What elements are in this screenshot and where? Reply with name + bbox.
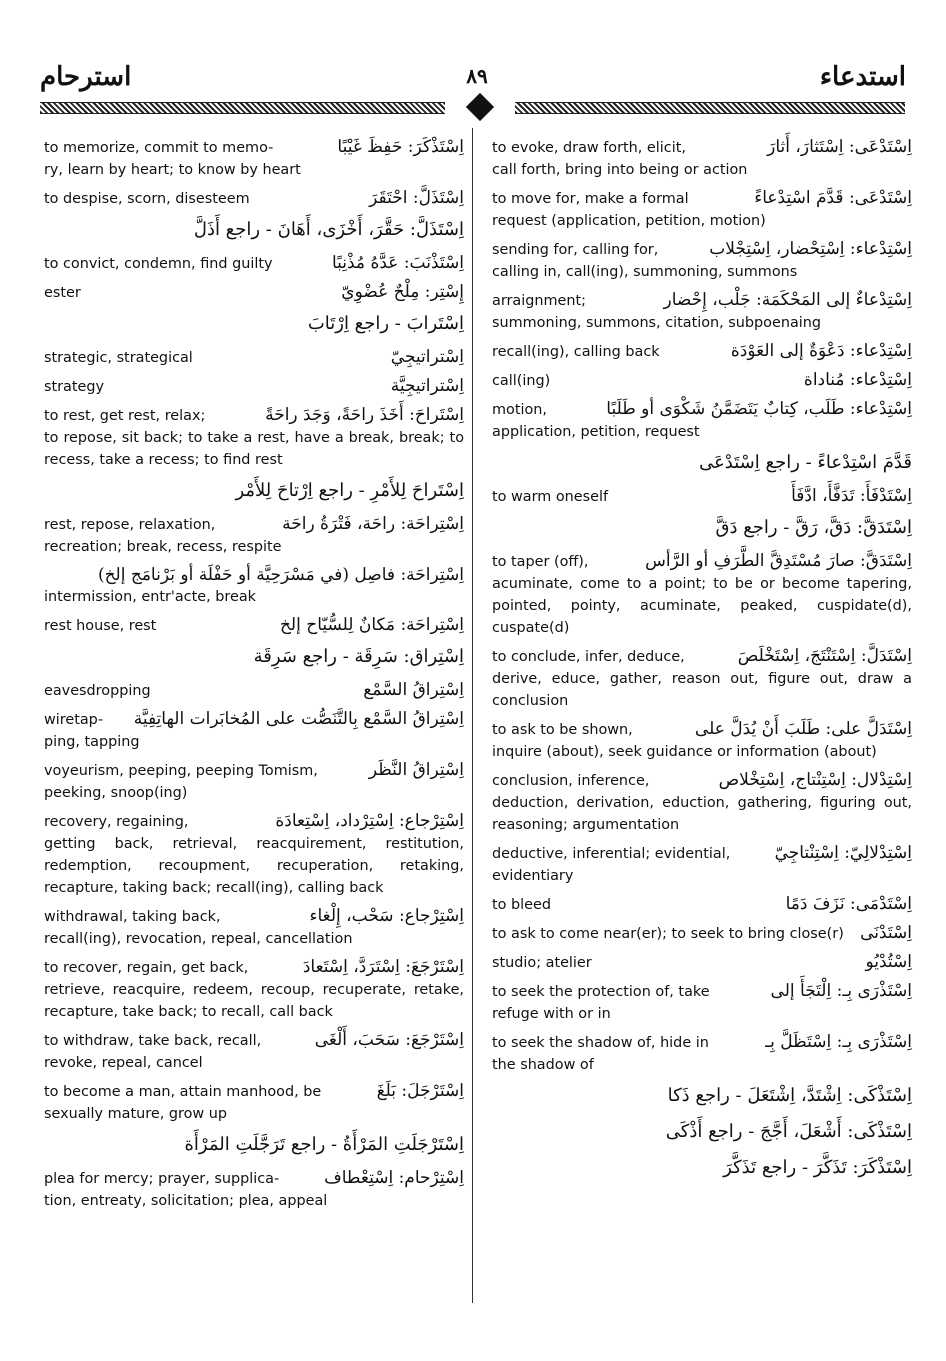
arabic-headword: اِسْتَرْجَلَ: بَلَغَ — [376, 1081, 464, 1101]
english-definition: studio; atelier — [492, 955, 592, 971]
arabic-headword: اِسْتَرْجَعَ: سَحَبَ، أَلْغَى — [314, 1030, 464, 1050]
arabic-cross-reference: اِسْتَراحَ لِلأَمْرِ - راجع اِرْتاحَ لِلأَمْر — [235, 480, 464, 501]
arabic-headword: اِسْتَرْجَعَ: اِسْتَرَدَّ، اِسْتَعادَ — [302, 957, 464, 977]
dictionary-entry — [44, 708, 464, 753]
dictionary-entry — [44, 905, 464, 950]
dictionary-entry — [492, 769, 912, 836]
english-definition: to evoke, draw forth, elicit, — [492, 140, 686, 156]
arabic-headword: اِسْتَدْفَأَ: تَدَفَّأَ، ادَّفَأَ — [791, 486, 912, 506]
arabic-cross-reference: اِسْتَدَقَّ: دَقَّ، رَقَّ - راجع دَقَّ — [715, 517, 912, 538]
dictionary-entry — [492, 980, 912, 1025]
arabic-cross-reference: اِسْتَذْكَرَ: تَذَكَّرَ - راجع تَذَكَّرَ — [723, 1157, 912, 1178]
english-definition: conclusion, inference, — [492, 773, 650, 789]
dictionary-entry — [492, 238, 912, 283]
english-definition-continued: recreation; break, recess, respite — [44, 539, 282, 555]
dictionary-entry — [492, 369, 912, 392]
arabic-headword: اِسْتِدْعاء: دَعْوَةٌ إلى العَوْدَة — [730, 341, 912, 361]
dictionary-entry — [492, 893, 912, 916]
running-head-right: استدعاء — [819, 62, 906, 92]
english-definition-continued: calling in, call(ing), summoning, summons — [492, 264, 798, 280]
dictionary-entry — [44, 375, 464, 398]
dictionary-entry — [44, 564, 464, 608]
dictionary-entry — [492, 289, 912, 334]
english-definition: arraignment; — [492, 293, 586, 309]
english-definition: strategy — [44, 379, 105, 395]
english-definition: motion, — [492, 402, 547, 418]
arabic-cross-reference: اِسْتَذَلَّ: حَقَّرَ، أَخْزَى، أَهَانَ - راجع أَذَلَّ — [193, 219, 464, 240]
english-definition-continued: ry, learn by heart; to know by heart — [44, 162, 301, 178]
dictionary-entry — [44, 1029, 464, 1074]
dictionary-entry — [492, 340, 912, 363]
arabic-headword: اِسْتَدَلَّ على: طَلَبَ أَنْ يُدَلَّ على — [694, 719, 912, 739]
english-definition-continued: ping, tapping — [44, 734, 140, 750]
english-definition-continued: request (application, petition, motion) — [492, 213, 766, 229]
arabic-headword: اِسْتَدَلَّ: اِسْتَنْتَجَ، اِسْتَخْلَصَ — [737, 646, 912, 666]
english-definition-continued: sexually mature, grow up — [44, 1106, 227, 1122]
arabic-headword: اِسْتِدْعاء: اِسْتِحْضار، اِسْتِجْلاب — [709, 239, 912, 259]
english-definition: recovery, regaining, — [44, 814, 189, 830]
english-definition-continued: peeking, snoop(ing) — [44, 785, 188, 801]
english-definition: rest, repose, relaxation, — [44, 517, 216, 533]
english-definition: strategic, strategical — [44, 350, 193, 366]
english-definition: wiretap- — [44, 712, 104, 728]
arabic-headword: اِسْتَذَلَّ: احْتَقَرَ — [369, 188, 464, 208]
english-definition: to become a man, attain manhood, be — [44, 1084, 322, 1100]
arabic-headword: اِسْتِراقُ السَّمْع بِالتَّنَصُّت على المُخابَرات الهاتِفِيَّة — [133, 709, 464, 729]
english-definition: to ask to be shown, — [492, 722, 633, 738]
english-definition: to bleed — [492, 897, 551, 913]
dictionary-entry — [492, 718, 912, 763]
english-definition-continued: deduction, derivation, eduction, gathering, figuring out, reasoning; argumentation — [492, 795, 912, 833]
dictionary-entry — [492, 485, 912, 508]
arabic-headword: اِسْتِدْعاءٌ إلى المَحْكَمَة: جَلْب، إِحْضار — [663, 290, 912, 310]
english-definition-continued: the shadow of — [492, 1057, 594, 1073]
english-definition: to seek the protection of, take — [492, 984, 710, 1000]
arabic-headword: اِسْتِراحَة: راحَة، فَتْرَةُ راحَة — [282, 514, 464, 534]
dictionary-entry — [44, 252, 464, 275]
english-definition: to seek the shadow of, hide in — [492, 1035, 709, 1051]
right-column — [492, 136, 912, 1190]
english-definition: sending for, calling for, — [492, 242, 659, 258]
english-definition-continued: to repose, sit back; to take a rest, have a break, break; to recess, take a recess; to find rest — [44, 430, 464, 468]
arabic-headword: اِسْتَدْمَى: نَزَفَ دَمًا — [785, 894, 912, 914]
header-rule-left — [40, 102, 445, 114]
arabic-headword: اِسْتِرْجاع: اِسْتِرْداد، اِسْتِعادَة — [275, 811, 464, 831]
dictionary-entry — [492, 951, 912, 974]
dictionary-entry — [44, 404, 464, 471]
english-definition: plea for mercy; prayer, supplica- — [44, 1171, 280, 1187]
english-definition-continued: getting back, retrieval, reacquirement, restitution, redemption, recoupment, recuperation, retaking, recapture, taking back; recall(ing), calling back — [44, 836, 464, 896]
dictionary-entry — [492, 645, 912, 712]
english-definition-continued: intermission, entr'acte, break — [44, 589, 256, 605]
english-definition: to recover, regain, get back, — [44, 960, 249, 976]
english-definition-continued: derive, educe, gather, reason out, figure out, draw a conclusion — [492, 671, 912, 709]
english-definition: voyeurism, peeping, peeping Tomism, — [44, 763, 318, 779]
dictionary-entry — [492, 922, 912, 945]
english-definition: to ask to come near(er); to seek to bring close(r) — [492, 926, 844, 942]
english-definition-continued: revoke, repeal, cancel — [44, 1055, 203, 1071]
dictionary-entry — [492, 398, 912, 443]
english-definition: to warm oneself — [492, 489, 609, 505]
arabic-headword: اِسْتَذْكَرَ: حَفِظَ غَيْبًا — [337, 137, 464, 157]
english-definition-continued: acuminate, come to a point; to be or become tapering, pointed, pointy, acuminate, peaked, cuspidate(d), cuspate(d) — [492, 576, 912, 636]
english-definition: to taper (off), — [492, 554, 589, 570]
arabic-headword: اِسْتِراقُ النَّظَر — [368, 760, 464, 780]
arabic-headword: اِسْتَذْرَى بِـ: اِسْتَظَلَّ بِـ — [765, 1032, 912, 1052]
arabic-headword: اِسْتَذْرَى بِـ: اِلْتَجَأَ إلى — [770, 981, 912, 1001]
arabic-headword: اِسْتِراحَة: مَكانٌ لِلسُّيّاح إلخ — [279, 615, 464, 635]
english-definition: recall(ing), calling back — [492, 344, 660, 360]
dictionary-entry — [492, 842, 912, 887]
english-definition: deductive, inferential; evidential, — [492, 846, 731, 862]
arabic-headword: اِسْتَدْعَى: قَدَّمَ اسْتِدْعاءً — [754, 188, 912, 208]
arabic-headword: إِسْتِر: مِلْحٌ عُضْوِيّ — [341, 282, 464, 302]
dictionary-entry — [492, 187, 912, 232]
english-definition: to convict, condemn, find guilty — [44, 256, 273, 272]
arabic-headword: اِسْتِدْلالِيّ: اِسْتِنْتاجِيّ — [774, 843, 912, 863]
arabic-headword: اِسْتِرْحام: اِسْتِعْطاف — [324, 1168, 464, 1188]
dictionary-entry — [492, 1031, 912, 1076]
english-definition-continued: retrieve, reacquire, redeem, recoup, recuperate, retake, recapture, take back; to recall, call back — [44, 982, 464, 1020]
column-divider — [472, 128, 473, 1303]
arabic-headword: اِسْتَدْنَى — [860, 923, 912, 943]
arabic-headword: اِسْتِراحَة: فاصِل (في مَسْرَحِيَّة أو حَفْلَة أو بَرْنامَج إلخ) — [97, 565, 464, 585]
arabic-headword: اِسْتَدَقَّ: صارَ مُسْتَدِقَّ الطَّرَفِ أو الرَّأس — [645, 551, 912, 571]
dictionary-entry — [44, 513, 464, 558]
english-definition: withdrawal, taking back, — [44, 909, 221, 925]
english-definition-continued: evidentiary — [492, 868, 574, 884]
arabic-headword: اِسْتِراقُ السَّمْع — [363, 680, 464, 700]
dictionary-entry — [44, 346, 464, 369]
arabic-headword: اِسْتِدْعاء: طَلَب، كِتابٌ يَتَضَمَّنُ شَكْوَى أو طَلَبًا — [606, 399, 912, 419]
left-column — [44, 136, 464, 1218]
dictionary-entry — [44, 187, 464, 210]
dictionary-entry — [44, 136, 464, 181]
running-head-left: استرحام — [40, 62, 132, 92]
english-definition-continued: inquire (about), seek guidance or information (about) — [492, 744, 877, 760]
english-definition: ester — [44, 285, 81, 301]
english-definition-continued: refuge with or in — [492, 1006, 611, 1022]
arabic-headword: اِسْتَراحَ: أَخَذَ راحَةً، وَجَدَ راحَةً — [265, 405, 464, 425]
english-definition: eavesdropping — [44, 683, 151, 699]
english-definition: to despise, scorn, disesteem — [44, 191, 250, 207]
dictionary-entry — [492, 550, 912, 639]
arabic-headword: اِسْتُدْيُو — [865, 952, 912, 972]
dictionary-entry — [492, 136, 912, 181]
arabic-headword: اِسْتراتيجِيّ — [390, 347, 464, 367]
english-definition: rest house, rest — [44, 618, 157, 634]
english-definition: to rest, get rest, relax; — [44, 408, 206, 424]
dictionary-entry — [44, 1167, 464, 1212]
english-definition-continued: recall(ing), revocation, repeal, cancellation — [44, 931, 353, 947]
arabic-cross-reference: قَدَّمَ اسْتِدْعاءً - راجع اِسْتَدْعَى — [699, 452, 912, 473]
english-definition-continued: tion, entreaty, solicitation; plea, appeal — [44, 1193, 328, 1209]
english-definition: to move for, make a formal — [492, 191, 689, 207]
arabic-headword: اِسْتَذْنَبَ: عَدَّهُ مُذْنِبًا — [331, 253, 464, 273]
dictionary-entry — [44, 614, 464, 637]
dictionary-entry — [44, 1080, 464, 1125]
arabic-cross-reference: اِسْتَذْكَى: اِشْتَدَّ، اِشْتَعَلَ - راجع ذَكا — [667, 1085, 912, 1106]
english-definition: to memorize, commit to memo- — [44, 140, 274, 156]
diamond-ornament-icon — [466, 93, 494, 121]
dictionary-entry — [44, 759, 464, 804]
english-definition-continued: application, petition, request — [492, 424, 700, 440]
header-rule-right — [515, 102, 905, 114]
arabic-headword: اِسْتِرْجاع: سَحْب، إِلْغاء — [309, 906, 464, 926]
english-definition: to conclude, infer, deduce, — [492, 649, 685, 665]
dictionary-entry — [44, 810, 464, 899]
english-definition: call(ing) — [492, 373, 551, 389]
english-definition: to withdraw, take back, recall, — [44, 1033, 262, 1049]
arabic-cross-reference: اِسْتَذْكَى: أَشْعَلَ، أَجَّجَ - راجع أَذْكَى — [665, 1121, 912, 1142]
dictionary-entry — [44, 281, 464, 304]
dictionary-entry — [44, 679, 464, 702]
page-number: ٨٩ — [466, 64, 488, 88]
arabic-headword: اِسْتراتيجِيَّة — [390, 376, 464, 396]
dictionary-entry — [44, 956, 464, 1023]
arabic-headword: اِسْتِدْعاء: مُناداة — [803, 370, 912, 390]
arabic-cross-reference: اِسْتِراق: سَرِقَة - راجع سَرِقَة — [253, 646, 464, 667]
arabic-headword: اِسْتَدْعَى: اِسْتَثارَ، أَثارَ — [767, 137, 912, 157]
arabic-headword: اِسْتِدْلال: اِسْتِنْتاج، اِسْتِخْلاص — [718, 770, 912, 790]
english-definition-continued: call forth, bring into being or action — [492, 162, 748, 178]
english-definition-continued: summoning, summons, citation, subpoenaing — [492, 315, 822, 331]
arabic-cross-reference: اِسْتَرْجَلَتِ المَرْأَةُ - راجع تَرَجَّلَتِ المَرْأَة — [184, 1134, 464, 1155]
arabic-cross-reference: اِسْتَرابَ - راجع اِرْتَابَ — [307, 313, 464, 334]
